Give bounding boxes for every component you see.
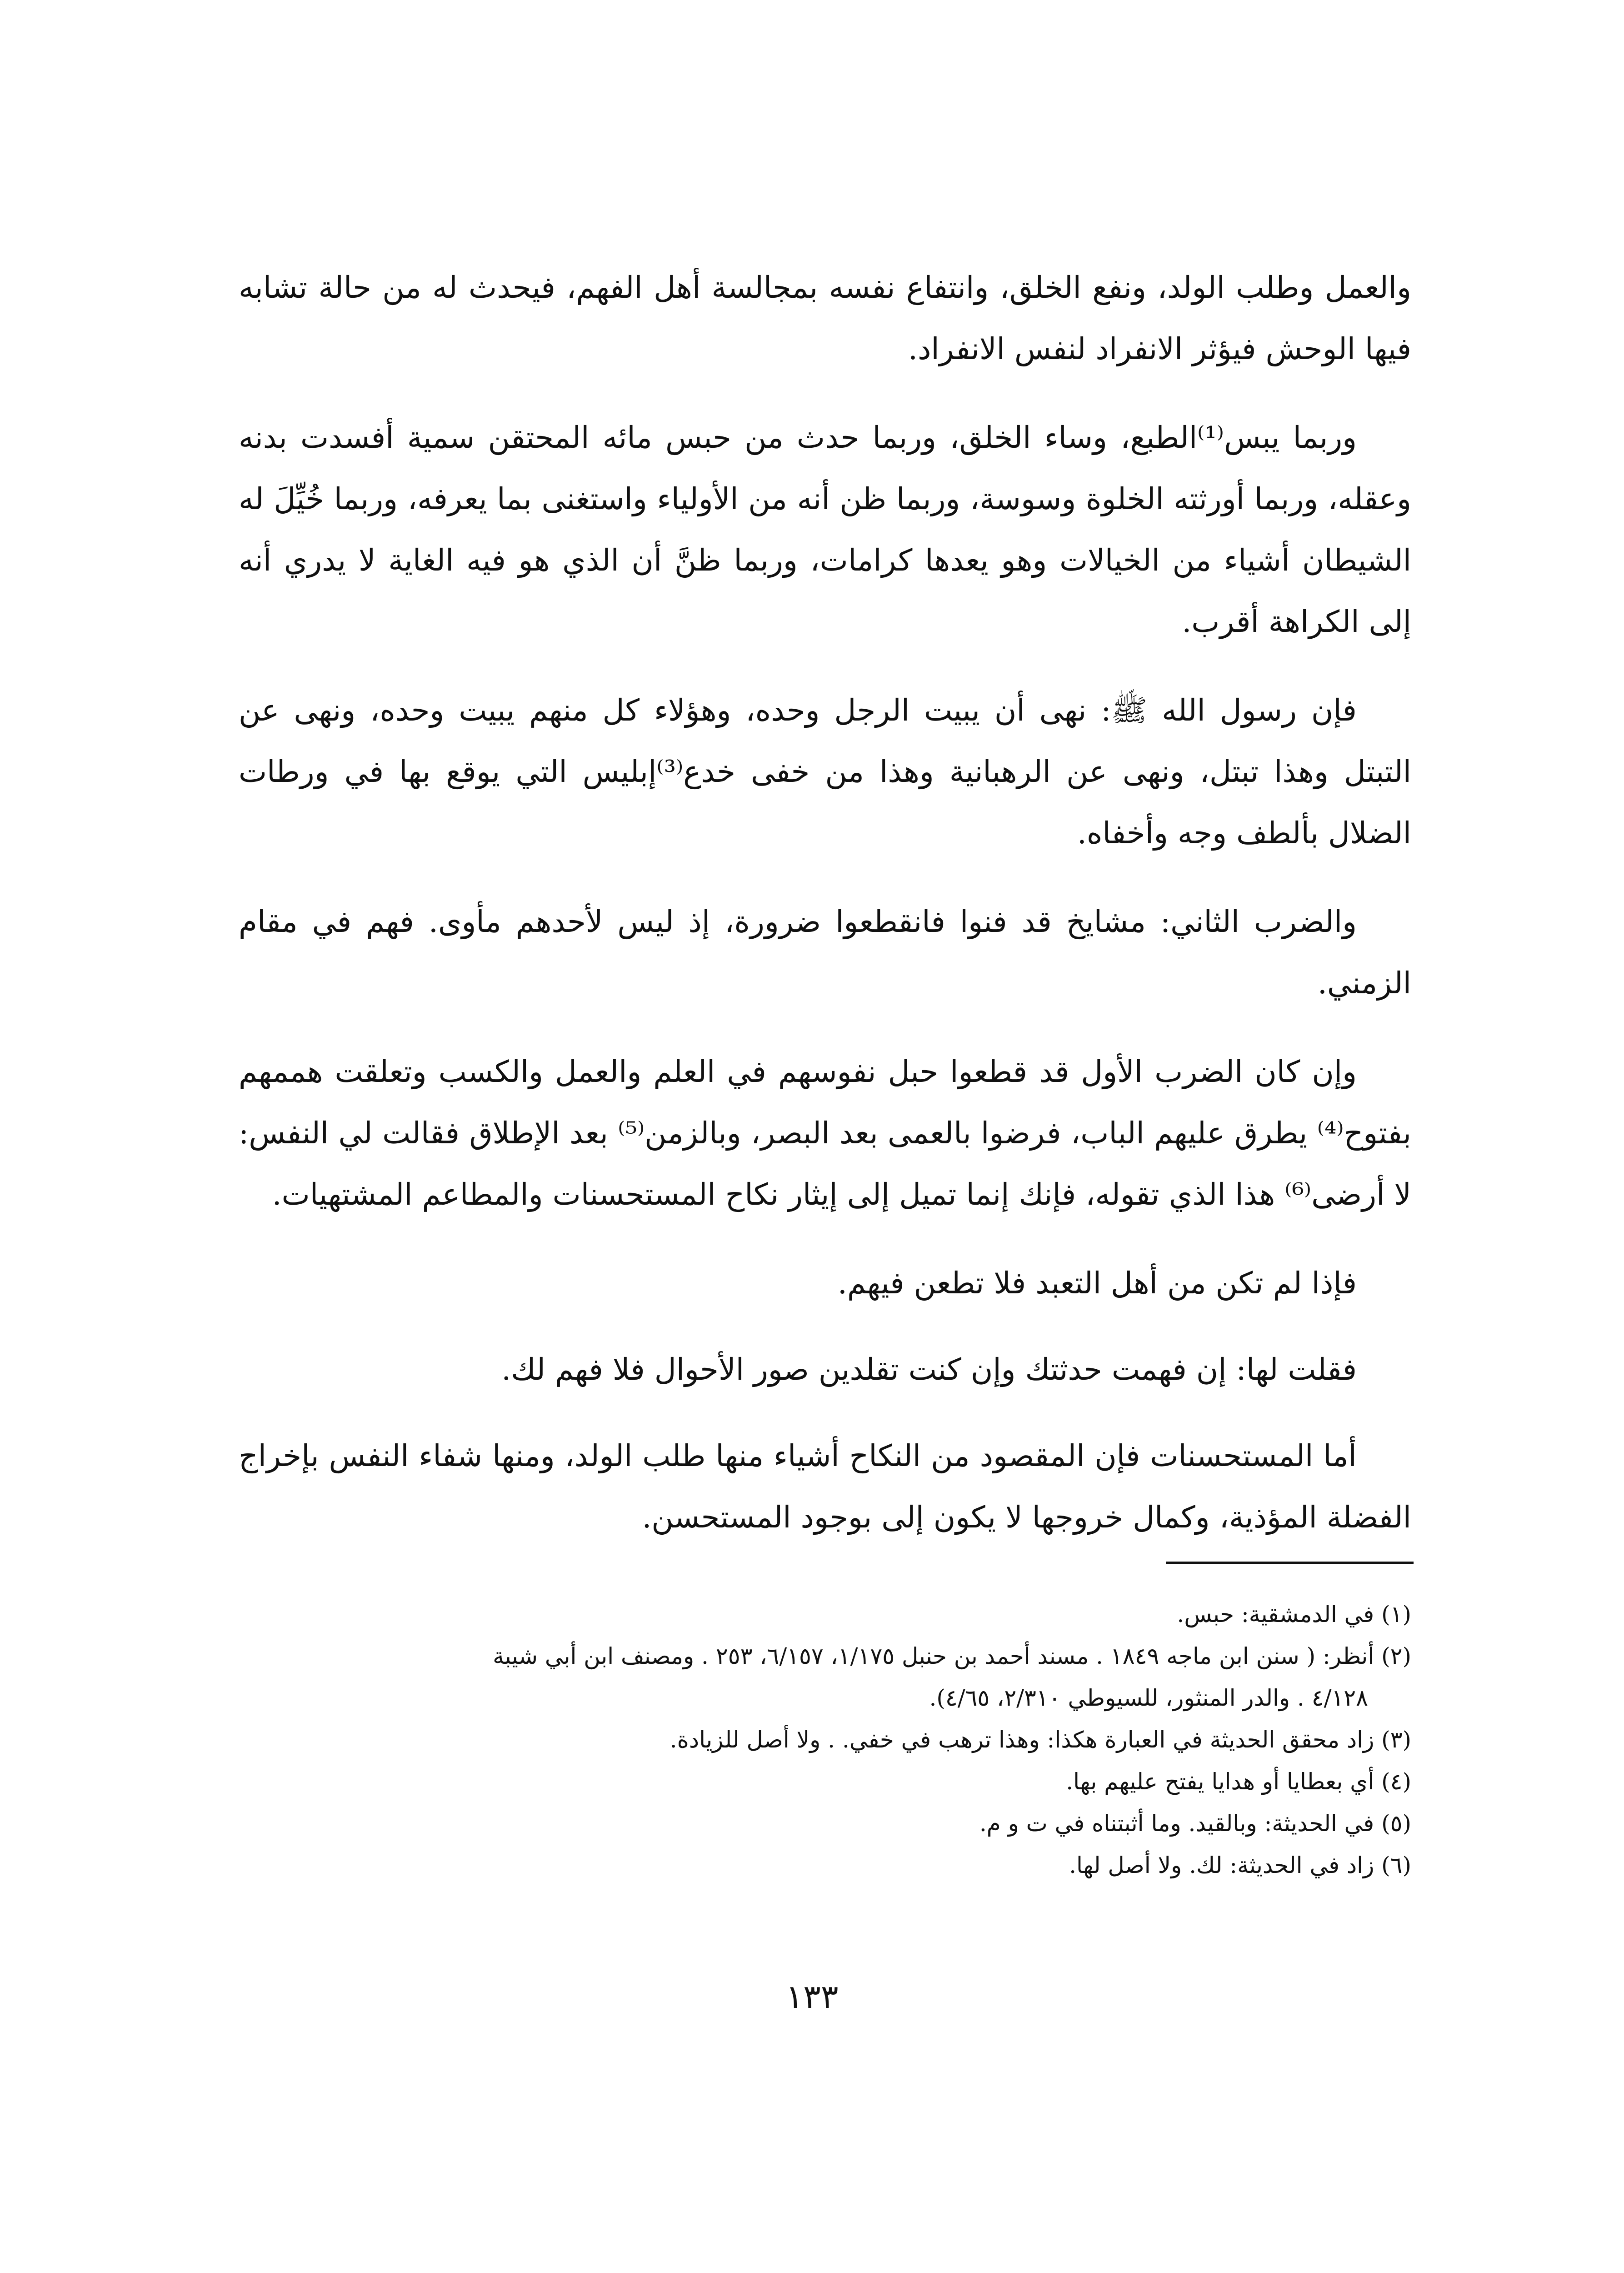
paragraph-6: فإذا لم تكن من أهل التعبد فلا تطعن فيهم.	[837, 1266, 1357, 1301]
footnote-2-continuation: ٤/١٢٨ . والدر المنثور، للسيوطي ٢/٣١٠، ٤/٦٥).	[929, 1685, 1368, 1711]
footnote-3: (٣) زاد محقق الحديثة في العبارة هكذا: وهذا ترهب في خفي. . ولا أصل للزيادة.	[670, 1727, 1411, 1753]
main-text	[239, 257, 1411, 1575]
footnote-2: (٢) أنظر: ( سنن ابن ماجه ١٨٤٩ . مسند أحمد بن حنبل ١/١٧٥، ٦/١٥٧، ٢٥٣ . ومصنف ابن أبي شيبة	[493, 1643, 1411, 1669]
page-number: ١٣٣	[785, 1978, 839, 2016]
paragraph-8: أما المستحسنات فإن المقصود من النكاح أشياء منها طلب الولد، ومنها شفاء النفس بإخراج الفضلة المؤذية، وكمال خروجها لا يكون إلى بوجود المستحسن.	[239, 1438, 1411, 1535]
paragraph-2: وربما يبس⁽¹⁾الطبع، وساء الخلق، وربما حدث من حبس مائه المحتقن سمية أفسدت بدنه وعقله، وربما أورثته الخلوة وسوسة، وربما ظن أنه من الأولياء واستغنى بما يعرفه، وربما خُيِّلَ له الشيطان أشياء من الخيالات وهو يعدها كرامات، وربما ظنَّ أن الذي هو فيه الغاية لا يدري أنه إلى الكراهة أقرب.	[239, 420, 1411, 639]
paragraph-1: والعمل وطلب الولد، ونفع الخلق، وانتفاع نفسه بمجالسة أهل الفهم، فيحدث له من حالة تشابه فيها الوحش فيؤثر الانفراد لنفس الانفراد.	[239, 270, 1411, 366]
paragraph-5: وإن كان الضرب الأول قد قطعوا حبل نفوسهم في العلم والعمل والكسب وتعلقت هممهم بفتوح⁽⁴⁾ يطرق عليهم الباب، فرضوا بالعمى بعد البصر، وبالزمن⁽⁵⁾ بعد الإطلاق فقالت لي النفس: لا أرضى⁽⁶⁾ هذا الذي تقوله، فإنك إنما تميل إلى إيثار نكاح المستحسنات والمطاعم المشتهيات.	[239, 1054, 1411, 1212]
paragraph-3: فإن رسول الله ﷺ: نهى أن يبيت الرجل وحده، وهؤلاء كل منهم يبيت وحده، ونهى عن التبتل وهذا تبتل، ونهى عن الرهبانية وهذا من خفى خدع⁽³⁾إبليس التي يوقع بها في ورطات الضلال بألطف وجه وأخفاه.	[239, 693, 1412, 851]
footnotes	[239, 1593, 1411, 1886]
footnote-5: (٥) في الحديثة: وبالقيد. وما أثبتناه في ت و م.	[979, 1810, 1411, 1837]
paragraph-4: والضرب الثاني: مشايخ قد فنوا فانقطعوا ضرورة، إذ ليس لأحدهم مأوى. فهم في مقام الزمني.	[239, 904, 1411, 1001]
footnote-1: (١) في الدمشقية: حبس.	[1177, 1601, 1411, 1627]
footnote-6: (٦) زاد في الحديثة: لك. ولا أصل لها.	[1069, 1852, 1411, 1878]
paragraph-7: فقلت لها: إن فهمت حدثتك وإن كنت تقلدين صور الأحوال فلا فهم لك.	[501, 1352, 1357, 1387]
footnote-divider	[1166, 1562, 1414, 1564]
footnote-4: (٤) أي بعطايا أو هدايا يفتح عليهم بها.	[1066, 1768, 1411, 1795]
